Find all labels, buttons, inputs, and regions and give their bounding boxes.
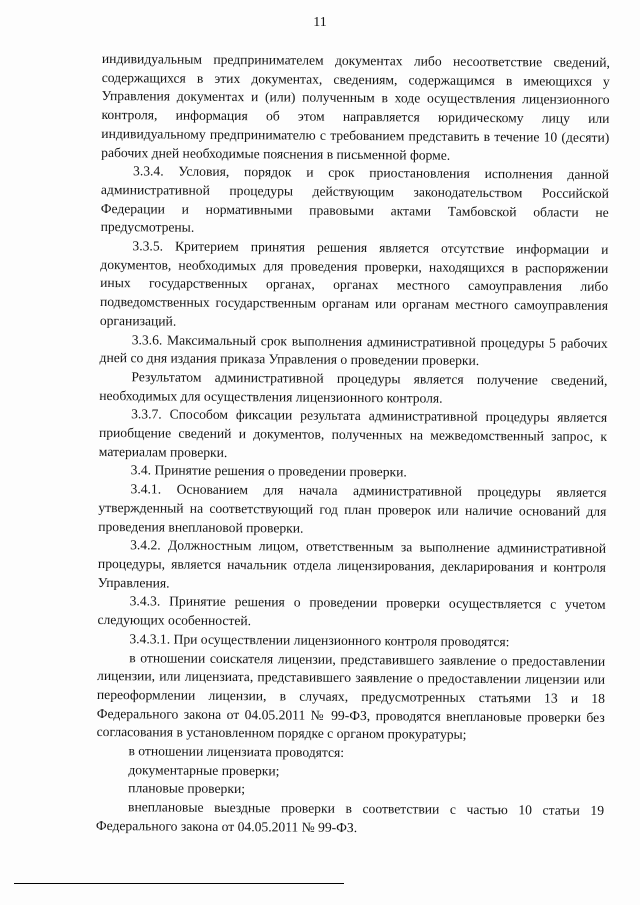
paragraph: 3.4.1. Основанием для начала административной процедуры является утвержденный на соответствующий год план проверок или наличие оснований для проведения внеплановой проверки. — [98, 481, 607, 536]
paragraph: индивидуальным предпринимателем документах либо несоответствие сведений, содержащихся в этих документах, сведениям, содержащимся в имеющихся у Управления документах и (или) полученным в ходе осуществления лицензионного контроля, информация об этом направляется юридическому лицу или индивидуальному предпринимателю с требованием представить в течение 10 (десяти) рабочих дней необходимые пояснения в письменной форме. — [101, 50, 610, 163]
paragraph: 3.3.4. Условия, порядок и срок приостановления исполнения данной административной процедуры действующим законодательством Российской Федерации и нормативными правовыми актами Тамбовской области не предусмотрены. — [100, 163, 610, 236]
document-body — [96, 50, 610, 839]
paragraph: Результатом административной процедуры является получение сведений, необходимых для осуществления лицензионного контроля. — [99, 369, 608, 406]
paragraph: 3.3.5. Критерием принятия решения является отсутствие информации и документов, необходимых для проведения проверки, находящихся в распоряжении иных государственных органах, органах местного самоуправления либо подведомственных государственным органам или органам местного самоуправления организаций. — [99, 238, 609, 329]
paragraph: в отношении лицензиата проводятся: — [128, 743, 345, 760]
paragraph: в отношении соискателя лицензии, представившего заявление о предоставлении лицензии, или лицензиата, представившего заявление о предоставлении лицензии или переоформлении лицензии, в случаях, предусмотренных статьями 13 и 18 Федерального закона от 04.05.2011 № 99-ФЗ, проводятся внеплановые проверки без согласования в установленном порядке с органом прокуратуры; — [96, 649, 606, 743]
paragraph: 3.4. Принятие решения о проведении проверки. — [130, 462, 407, 480]
paragraph: внеплановые выездные проверки в соответствии с частью 10 статьи 19 Федерального закона от 04.05.2011 № 99-ФЗ. — [95, 799, 605, 835]
paragraph: 3.4.3.1. При осуществлении лицензионного контроля проводятся: — [129, 631, 510, 650]
footer-rule — [14, 883, 344, 884]
paragraph: 3.4.3. Принятие решения о проведении проверки осуществляется с учетом следующих особенностей. — [97, 593, 606, 629]
page-number: 11 — [313, 15, 327, 30]
paragraph: плановые проверки; — [128, 780, 246, 797]
paragraph: 3.3.7. Способом фиксации результата административной процедуры является приобщение сведений и документов, полученных на межведомственный запрос, к материалам проверки. — [98, 406, 608, 460]
paragraph: 3.3.6. Максимальный срок выполнения административной процедуры 5 рабочих дней со дня издания приказа Управления о проведении проверки. — [99, 331, 608, 369]
paragraph: документарные проверки; — [128, 761, 280, 779]
paragraph: 3.4.2. Должностным лицом, ответственным за выполнение административной процедуры, является начальник отдела лицензирования, декларирования и контроля Управления. — [97, 537, 607, 591]
